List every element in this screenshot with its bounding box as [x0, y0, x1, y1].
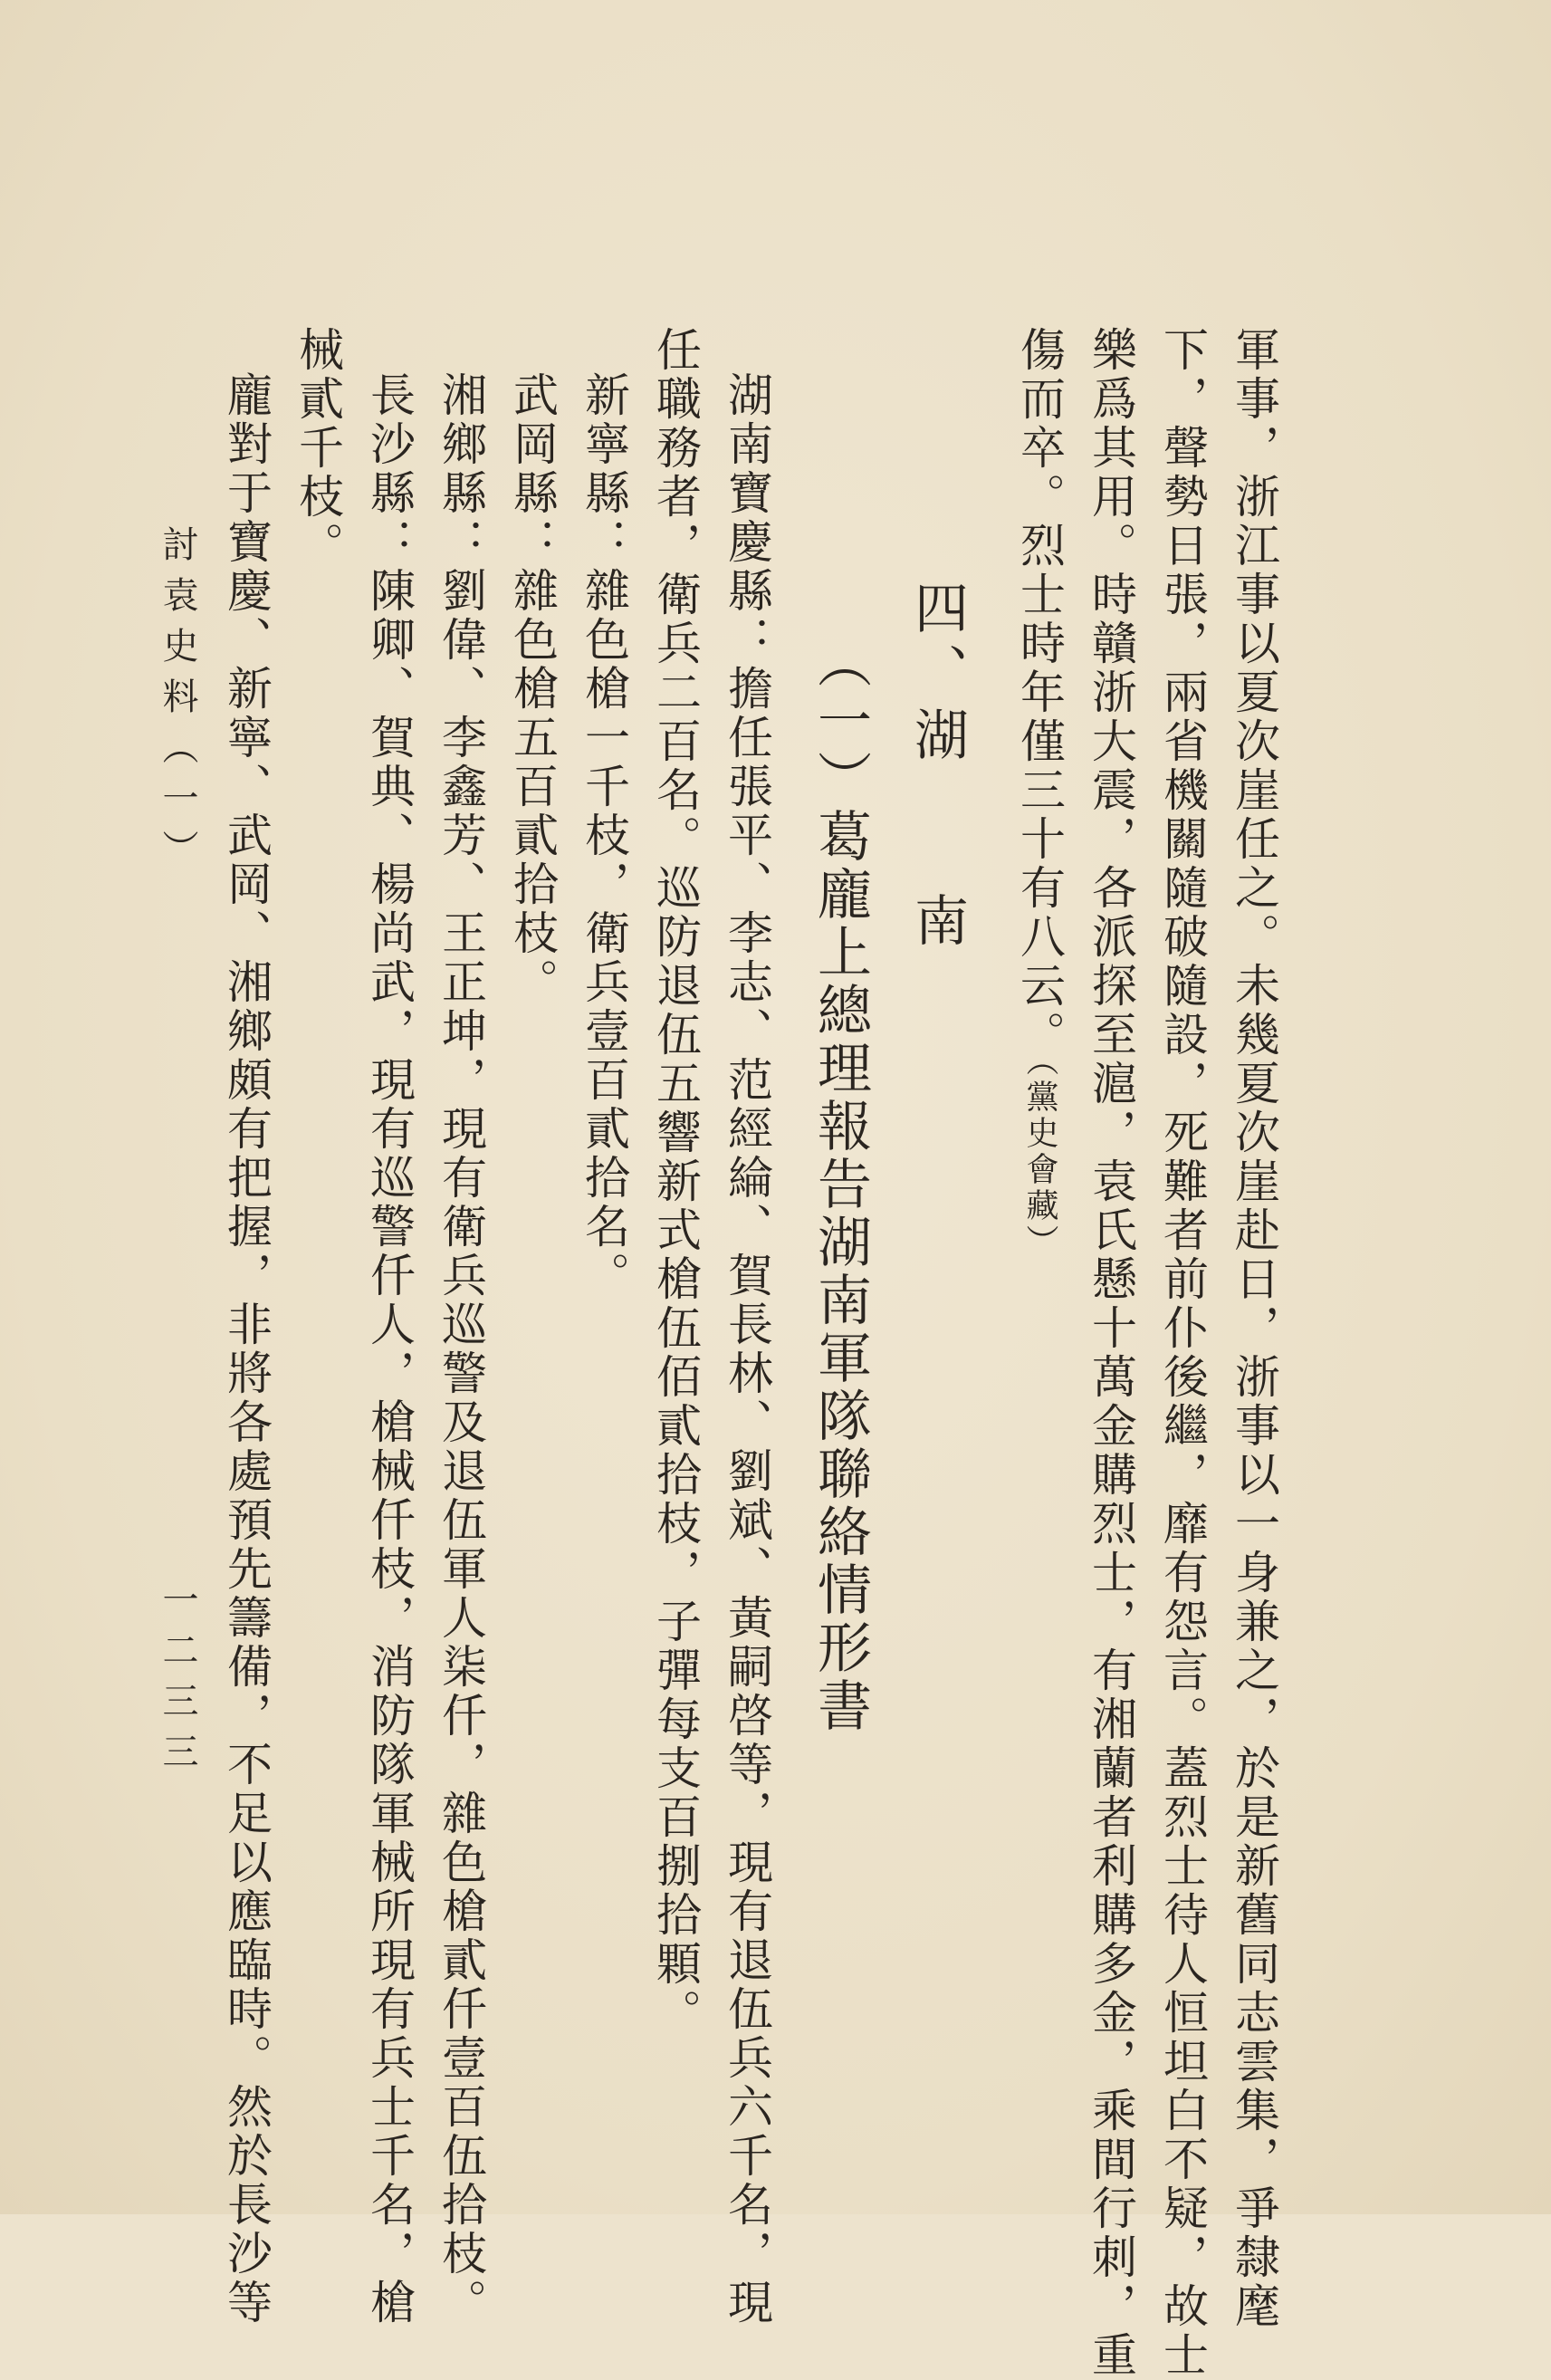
text-column-2: 下，聲勢日張，兩省機關隨破隨設，死難者前仆後繼，靡有怨言。蓋烈士待人恒坦白不疑，故士 — [1156, 326, 1209, 2380]
book-title-footer: 討袁史料（一） — [157, 525, 198, 880]
text-column-12: 龐對于寶慶、新寧、武岡、湘鄉頗有把握，非將各處預先籌備，不足以應臨時。然於長沙等 — [220, 371, 273, 2327]
text-column-10: 長沙縣：陳卿、賀典、楊尚武，現有巡警仟人，槍械仟枝，消防隊軍械所現有兵士千名，槍 — [363, 371, 416, 2327]
text-column-8: 武岡縣：雜色槍五百貳拾枝。 — [506, 371, 559, 1007]
text-column-5: 湖南寶慶縣：擔任張平、李志、范經綸、賀長林、劉斌、黃嗣啓等，現有退伍兵六千名，現 — [721, 371, 773, 2327]
text-column-4-main: 傷而卒。烈士時年僅三十有八云。 — [1013, 326, 1066, 1060]
document-title: （一）葛龐上總理報告湖南軍隊聯絡情形書 — [809, 634, 872, 1735]
section-heading-char-1: 湖 — [905, 706, 969, 770]
text-column-11: 械貳千枝。 — [292, 326, 344, 571]
section-heading-second-char: 南 — [905, 892, 969, 955]
section-heading-number: 四、 — [905, 580, 969, 706]
text-column-6: 任職務者，衛兵二百名。巡防退伍五響新式槍伍佰貳拾枝，子彈每支百捌拾顆。 — [649, 326, 702, 2038]
text-column-7: 新寧縣：雜色槍一千枝，衛兵壹百貳拾名。 — [578, 371, 630, 1300]
page-number: 一二三三 — [157, 1580, 198, 1783]
text-column-9: 湘鄉縣：劉偉、李鑫芳、王正坤，現有衛兵巡警及退伍軍人柒仟，雜色槍貳仟壹百伍拾枝。 — [435, 371, 487, 2327]
text-column-3: 樂爲其用。時贛浙大震，各派探至滬，袁氏懸十萬金購烈士，有湘蘭者利購多金，乘間行刺，重 — [1085, 326, 1137, 2380]
source-note: （黨史會藏） — [1021, 1060, 1058, 1261]
text-column-1: 軍事，浙江事以夏次崖任之。未幾夏次崖赴日，浙事以一身兼之，於是新舊同志雲集，爭隸麾 — [1228, 326, 1280, 2331]
section-heading — [905, 580, 969, 770]
text-column-4 — [1013, 326, 1066, 1261]
